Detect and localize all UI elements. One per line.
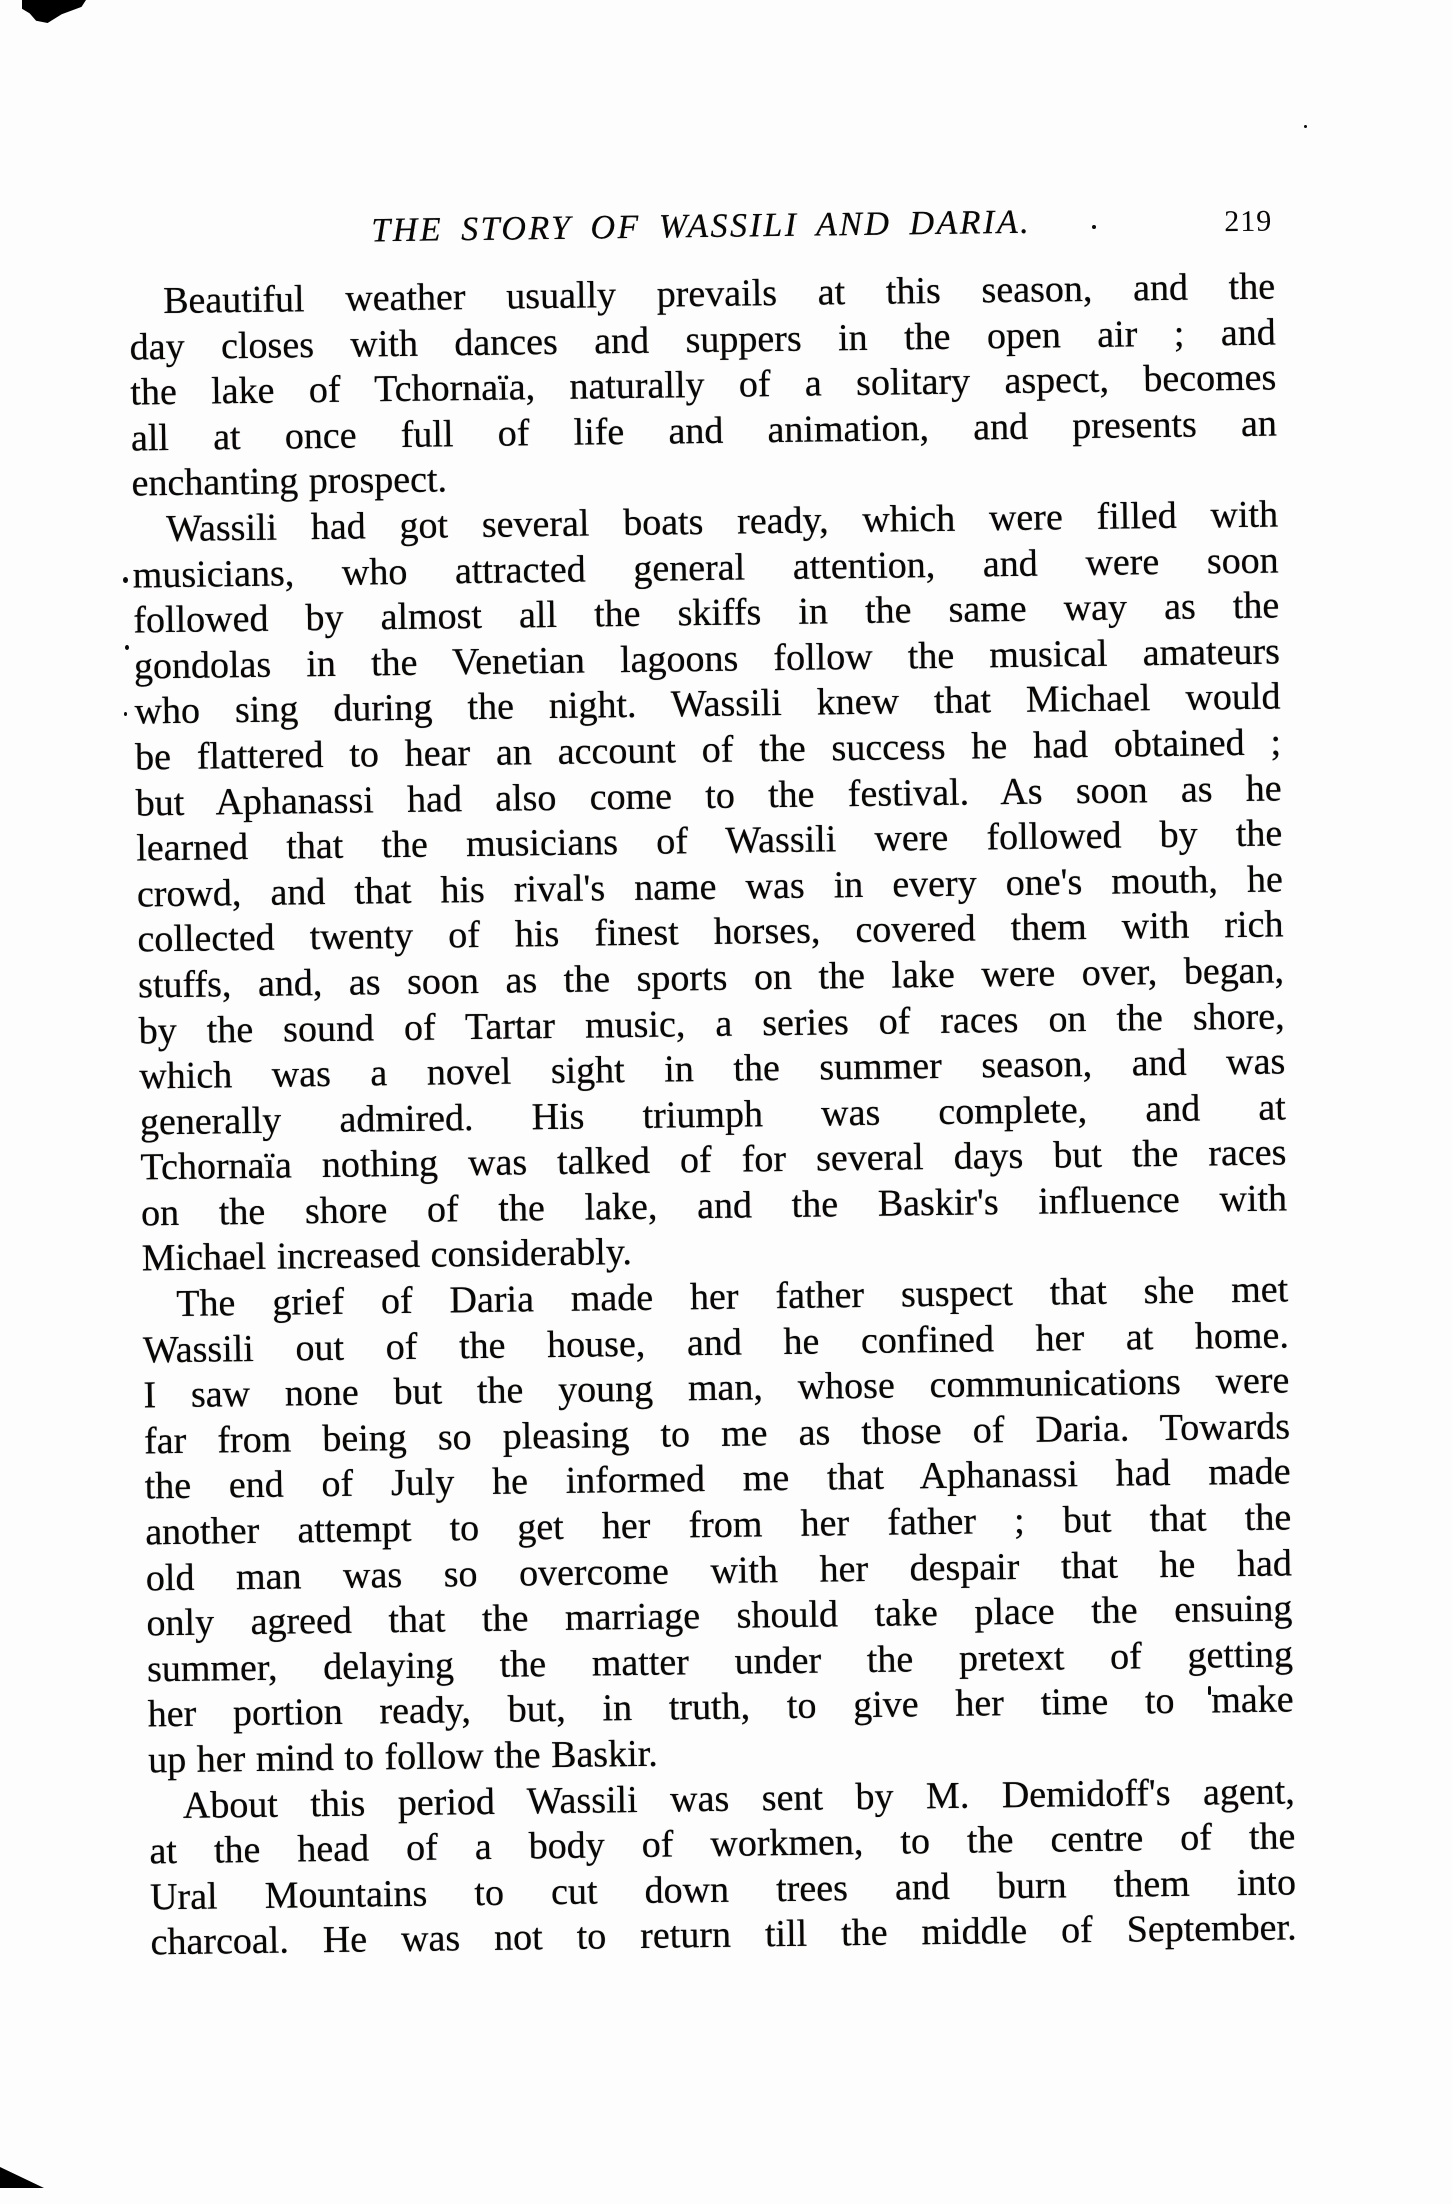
scan-artifact-bottom-left: [0, 2167, 44, 2188]
page-number: 219: [1224, 204, 1273, 239]
scan-speck: [124, 712, 127, 716]
text-line: the lake of Tchornaïa, naturally of a solitary aspect, becomes: [130, 356, 1277, 414]
scan-speck: [1304, 125, 1307, 128]
text-line: which was a novel sight in the summer season, and was: [139, 1040, 1286, 1098]
text-line: her portion ready, but, in truth, to give her time to make: [147, 1678, 1294, 1736]
text-line: at the head of a body of workmen, to the centre of the: [149, 1815, 1296, 1873]
text-line: on the shore of the lake, and the Baskir's influence with: [140, 1177, 1288, 1235]
text-line: learned that the musicians of Wassili were followed by the: [136, 812, 1283, 870]
page-content: [128, 200, 1297, 1966]
text-line: all at once full of life and animation, and presents an: [130, 402, 1278, 460]
paragraph: [149, 1769, 1297, 1966]
text-line: crowd, and that his rival's name was in every one's mouth, he: [136, 858, 1284, 916]
text-line: enchanting prospect.: [131, 458, 448, 505]
text-line: summer, delaying the matter under the pretext of getting: [146, 1633, 1294, 1691]
text-line: be flattered to hear an account of the success he had obtained ;: [134, 721, 1282, 779]
text-line: only agreed that the marriage should take place the ensuing: [146, 1587, 1293, 1645]
text-line: old man was so overcome with her despair that he had: [145, 1542, 1293, 1600]
text-line: by the sound of Tartar music, a series of races on the shore,: [138, 994, 1285, 1052]
text-line: charcoal. He was not to return till the middle of September.: [150, 1906, 1297, 1964]
text-line: gondolas in the Venetian lagoons follow the musical amateurs: [133, 630, 1281, 688]
text-line: up her mind to follow the Baskir.: [147, 1732, 658, 1782]
text-line: another attempt to get her from her father ; but that the: [145, 1496, 1292, 1554]
text-line: who sing during the night. Wassili knew that Michael would: [134, 675, 1281, 733]
text-line: far from being so pleasing to me as those of Daria. Towards: [143, 1405, 1291, 1463]
text-line: Ural Mountains to cut down trees and burn them into: [149, 1861, 1297, 1919]
paragraph: [132, 492, 1288, 1282]
running-title: THE STORY OF WASSILI AND DARIA.: [371, 203, 1032, 250]
text-line: The grief of Daria made her father suspect that she met: [176, 1268, 1289, 1326]
scan-artifact-top-left: [22, 0, 86, 23]
scan-speck: [125, 645, 129, 650]
text-line: stuffs, and, as soon as the sports on the lake were over, began,: [137, 949, 1285, 1007]
text-line: collected twenty of his finest horses, covered them with rich: [137, 903, 1284, 961]
text-line: Tchornaïa nothing was talked of for several days but the races: [140, 1131, 1287, 1189]
text-line: day closes with dances and suppers in the open air ; and: [129, 311, 1276, 369]
text-line: but Aphanassi had also come to the festival. As soon as he: [135, 766, 1282, 824]
scan-speck: [123, 577, 128, 583]
text-line: followed by almost all the skiffs in the same way as the: [133, 584, 1280, 642]
text-line: Beautiful weather usually prevails at this season, and the: [162, 265, 1276, 323]
text-line: the end of July he informed me that Aphanassi had made: [144, 1450, 1291, 1508]
paragraph: [129, 264, 1278, 507]
text-line: About this period Wassili was sent by M. Demidoff's agent,: [182, 1769, 1296, 1827]
text-line: Michael increased considerably.: [141, 1231, 633, 1280]
text-line: Wassili had got several boats ready, which were filled with: [165, 493, 1279, 550]
paragraph: [142, 1267, 1294, 1783]
text-line: I saw none but the young man, whose communications were: [143, 1359, 1290, 1417]
text-line: musicians, who attracted general attention, and were soon: [132, 539, 1279, 597]
text-line: Wassili out of the house, and he confined her at home.: [142, 1314, 1290, 1372]
page-header: [128, 200, 1275, 265]
page-body: [129, 264, 1297, 1966]
text-line: generally admired. His triumph was complete, and at: [139, 1086, 1287, 1144]
